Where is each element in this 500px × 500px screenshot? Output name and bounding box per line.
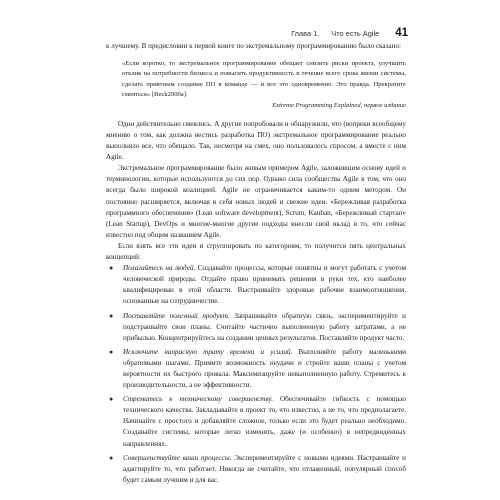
principle-text: Запрашивайте обратную связь, экспериментируйте и подстраивайте свои планы. Считайте частично выполненную работу затратами, а не прибылью. Концентрируйтесь на создании ценных результатов. Поставляйте продукт часто.: [123, 311, 406, 342]
principle-text: Экспериментируйте с новыми идеями. Настраивайте и адаптируйте то, что работает. Никогда не считайте, что отлаженный, популярный способ будет самым лучшим и для вас.: [123, 453, 407, 484]
principles-list: [106, 263, 406, 486]
principle-term: Исключите напрасную трату времени и усилий.: [123, 347, 293, 356]
intro-paragraph: к лучшему. В предисловии к первой книге по экстремальному программированию было сказано:: [106, 42, 401, 50]
list-item: [106, 263, 406, 307]
running-head: [291, 27, 408, 39]
body-text: [106, 41, 406, 489]
bullet-icon: ●: [109, 264, 114, 273]
principle-text: Обеспечивайте гибкость с помощью технического качества. Закладывайте в проект то, что известно, а не то, что предполагаете. Начинайте с простого и добавляйте сложное, только если это будет реально необходимо. Создавайте системы, которые легко изменять, даже (и особенно) в непредвиденных направлениях.: [123, 395, 406, 448]
bullet-icon: ●: [109, 395, 114, 404]
list-item: [106, 347, 406, 391]
bullet-icon: ●: [109, 311, 114, 320]
bullet-icon: ●: [109, 453, 114, 462]
quote-attribution: Extreme Programming Explained, первое издание: [272, 101, 406, 109]
epigraph-quote: «Если коротко, то экстремальное программирование обещает снизить риски проекта, улучшить отклик на потребности бизнеса и повысить продуктивность в течение всего срока жизни системы, сделать приятным создание ПО в команде — и все это одновременно. Это правда. Прекратите смеяться» [Beck2000a].: [122, 60, 406, 98]
principle-term: Совершенствуйте ваши процессы.: [123, 453, 232, 462]
paragraph-3: Если взять все эти идеи и сгруппировать по категориям, то получится пять центральных концепций:: [106, 241, 406, 262]
paragraph-1: Одни действительно смеялись. А другие попробовали и обнаружили, что (вопреки всеобщему мнению о том, как должна вестись разработка ПО) экстремальное программирование реально выполняло все, что обещало. Так, несмотря на смех, оно пользовалось спросом, а вместе с ним Agile.: [106, 119, 406, 162]
principle-term: Поставляйте полезный продукт.: [123, 311, 230, 320]
list-item: [106, 311, 406, 344]
principle-text: Выполняйте работу маленькими обратимыми шагами. Примите возможность неудачи и стройте ваши планы с учетом вероятности их быстрого провала. Максимизируйте невыполненную работу. Стремитесь к производительности, а не эффективности.: [123, 347, 406, 390]
chapter-label: Глава 1.: [291, 29, 320, 38]
list-item: [106, 394, 406, 449]
list-item: [106, 453, 406, 486]
section-title: Что есть Agile: [331, 29, 380, 38]
principle-term: Стремитесь к техническому совершенству.: [123, 395, 274, 404]
paragraph-2: Экстремальное программирование было живым примером Agile, заложившим основу идей и терминологии, которые используются до сих пор. Однако сила сообщества Agile в том, что оно всегда было широкой коалицией. Agile не ограничивается каким-то одним методом. Он постоянно расширяется, включая в себя новых людей и свежие идеи. «Бережливая разработка программного обеспечения» (Lean software development), Scrum, Kanban, «Бережливый стартап» (Lean Startup), DevOps и многие-многие другие подходы внесли свой вклад в то, что сейчас известно под общим названием Agile.: [106, 164, 406, 239]
bullet-icon: ●: [109, 347, 114, 356]
principle-term: Полагайтесь на людей.: [123, 264, 196, 273]
page-number: 41: [395, 27, 408, 39]
principle-text: Создавайте процессы, которые понятны и могут работать с учетом человеческой природы. Отдайте право принимать решения в руки тех, кто наиболее квалифицирован в этой области. Выстраивайте здоровые рабочие взаимоотношения, основанные на сотрудничестве.: [123, 264, 407, 306]
